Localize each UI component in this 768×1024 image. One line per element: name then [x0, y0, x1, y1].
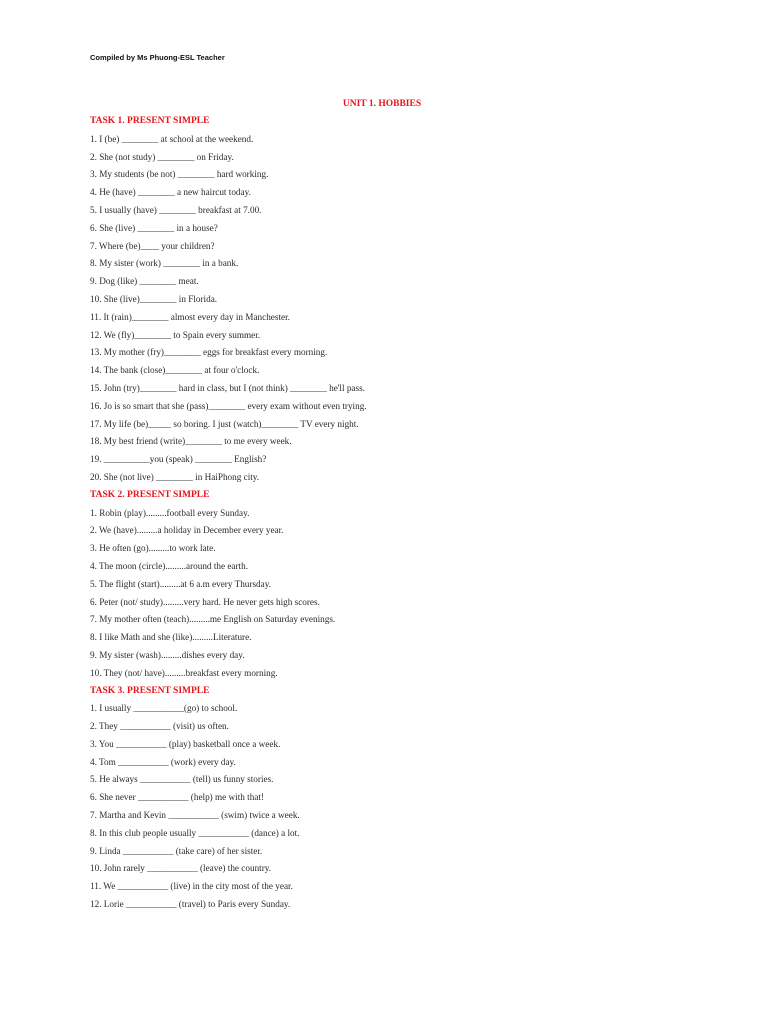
task-3-exercise-item: 4. Tom ___________ (work) every day.: [90, 756, 236, 767]
task-1-exercise-item: 11. It (rain)________ almost every day in Manchester.: [90, 311, 290, 322]
task-1-exercise-item: 5. I usually (have) ________ breakfast at 7.00.: [90, 204, 262, 215]
task-2-exercise-item: 6. Peter (not/ study).........very hard. He never gets high scores.: [90, 596, 320, 607]
task-1-exercise-item: 1. I (be) ________ at school at the weekend.: [90, 133, 254, 144]
task-2-exercise-item: 8. I like Math and she (like).........Literature.: [90, 632, 252, 643]
task-1-exercise-item: 14. The bank (close)________ at four o'clock.: [90, 365, 260, 376]
task-2-exercise-item: 9. My sister (wash).........dishes every day.: [90, 649, 245, 660]
task-1-exercise-item: 4. He (have) ________ a new haircut today.: [90, 187, 251, 198]
task-3-exercise-item: 6. She never ___________ (help) me with that!: [90, 792, 265, 803]
task-2-exercise-item: 2. We (have).........a holiday in December every year.: [90, 525, 284, 536]
task-3-exercise-item: 10. John rarely ___________ (leave) the country.: [90, 863, 272, 874]
task-1-exercise-item: 16. Jo is so smart that she (pass)________ every exam without even trying.: [90, 400, 367, 411]
task-2-exercise-item: 3. He often (go).........to work late.: [90, 543, 216, 554]
task-1-exercise-item: 10. She (live)________ in Florida.: [90, 293, 218, 304]
task-1-exercise-item: 17. My life (be)_____ so boring. I just (watch)________ TV every night.: [90, 418, 359, 429]
task-3-exercise-item: 3. You ___________ (play) basketball once a week.: [90, 738, 281, 749]
task-1-exercise-item: 13. My mother (fry)________ eggs for breakfast every morning.: [90, 347, 328, 358]
task-1-exercise-item: 7. Where (be)____ your children?: [90, 240, 215, 251]
task-3-exercise-item: 9. Linda ___________ (take care) of her sister.: [90, 845, 263, 856]
task-1-exercise-item: 20. She (not live) ________ in HaiPhong city.: [90, 471, 260, 482]
task-3-exercise-item: 7. Martha and Kevin ___________ (swim) twice a week.: [90, 810, 300, 821]
worksheet-body: [90, 113, 690, 914]
task-3-exercise-item: 5. He always ___________ (tell) us funny stories.: [90, 774, 274, 785]
task-3-exercise-item: 1. I usually ___________(go) to school.: [90, 703, 238, 714]
task-2-exercise-item: 1. Robin (play).........football every Sunday.: [90, 507, 250, 518]
task-1-exercise-item: 3. My students (be not) ________ hard working.: [90, 169, 269, 180]
task-1-exercise-item: 19. __________you (speak) ________ English?: [90, 454, 267, 465]
task-2-exercise-item: 5. The flight (start).........at 6 a.m every Thursday.: [90, 578, 271, 589]
task-1-exercise-item: 9. Dog (like) ________ meat.: [90, 276, 199, 287]
task-1-exercise-item: 12. We (fly)________ to Spain every summer.: [90, 329, 261, 340]
task-1-heading: TASK 1. PRESENT SIMPLE: [90, 116, 210, 126]
task-2-exercise-item: 10. They (not/ have).........breakfast every morning.: [90, 667, 278, 678]
task-3-exercise-item: 11. We ___________ (live) in the city most of the year.: [90, 881, 293, 892]
document-title: UNIT 1. HOBBIES: [342, 99, 422, 109]
task-3-exercise-item: 12. Lorie ___________ (travel) to Paris every Sunday.: [90, 899, 291, 910]
task-2-exercise-item: 4. The moon (circle).........around the earth.: [90, 560, 249, 571]
task-3-heading: TASK 3. PRESENT SIMPLE: [90, 685, 210, 696]
task-1-exercise-item: 18. My best friend (write)________ to me every week.: [90, 436, 292, 447]
compiled-by-note: Compiled by Ms Phuong-ESL Teacher: [90, 53, 225, 62]
task-1-exercise-item: 15. John (try)________ hard in class, but I (not think) ________ he'll pass.: [90, 382, 365, 393]
task-3-exercise-item: 8. In this club people usually ___________ (dance) a lot.: [90, 827, 300, 838]
task-1-exercise-item: 6. She (live) ________ in a house?: [90, 222, 218, 233]
task-1-exercise-item: 8. My sister (work) ________ in a bank.: [90, 258, 239, 269]
task-2-exercise-item: 7. My mother often (teach).........me English on Saturday evenings.: [90, 614, 336, 625]
task-3-exercise-item: 2. They ___________ (visit) us often.: [90, 721, 229, 732]
task-1-exercise-item: 2. She (not study) ________ on Friday.: [90, 151, 234, 162]
task-2-heading: TASK 2. PRESENT SIMPLE: [90, 489, 210, 500]
